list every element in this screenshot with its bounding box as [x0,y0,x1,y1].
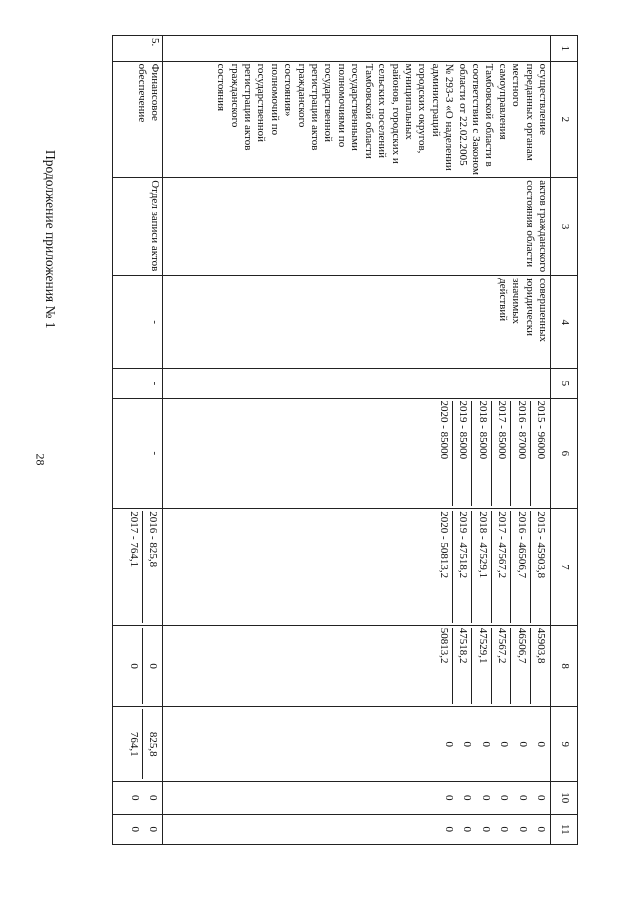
funding-value: 0 [516,741,529,747]
col-header: 2 [551,61,578,178]
col-header: 3 [551,178,578,276]
year-value: 2019 - 85000 [452,401,471,507]
page-number: 28 [33,453,48,466]
cell-col8 [163,625,551,707]
col-header: 6 [551,398,578,509]
funding-value: 764,1 [127,731,140,757]
cell-executor: актов гражданского состояния области [163,178,551,276]
funding-value: 45903,8 [530,628,549,705]
cell-col11 [163,814,551,844]
funding-value: 0 [479,795,492,801]
cell-number [163,36,551,62]
year-value: 2020 - 85000 [437,400,450,460]
table-row [163,36,551,845]
cell-col7 [113,509,163,626]
funding-value: 0 [498,741,511,747]
year-funding: 2016 - 46506,7 [510,511,529,623]
funding-value: 0 [461,741,474,747]
table-row [113,36,163,845]
year-funding: 2020 - 50813,2 [437,511,450,579]
funding-value: 0 [147,795,159,801]
rotated-table-container [112,35,578,845]
year-funding: 2015 - 45903,8 [530,511,549,623]
funding-value: 47518,2 [452,628,471,705]
cell-col10 [163,781,551,814]
year-value: 2015 - 96000 [530,401,549,507]
year-funding: 2019 - 47518,2 [452,511,471,623]
funding-value: 0 [535,741,547,747]
col-header: 7 [551,509,578,626]
funding-value: 47529,1 [471,628,490,705]
funding-value: 0 [147,826,159,833]
col-header: 8 [551,625,578,707]
cell-executor: Отдел записи актов [113,178,163,276]
col-header: 5 [551,369,578,398]
year-funding: 2016 - 825,8 [142,511,161,623]
cell-col10 [113,781,163,814]
funding-value: 0 [442,741,455,747]
cell-col9 [113,707,163,782]
funding-value: 825,8 [142,709,161,779]
cell-col7 [163,509,551,626]
cell-number: 5. [113,36,163,62]
cell-col11 [113,814,163,844]
cell-activity: осуществление переданных органам местного самоуправления Тамбовской области в соответствии с Законом области от 22.02.2005 № 293-З «О наделении администраций городских округов, муниципальных районов, городских и сельских поселений Тамбовской области государственными полномочиями по государственной регистрации актов гражданского состояния» полномочий по государственной регистрации актов гражданского состояния [163,61,551,178]
year-funding: 2017 - 764,1 [127,511,140,568]
funding-value: 0 [479,826,492,833]
cell-col6: - [113,398,163,509]
funding-value: 0 [442,826,455,833]
year-funding: 2018 - 47529,1 [471,511,490,623]
col-header: 4 [551,276,578,369]
year-value: 2016 - 87000 [510,401,529,507]
cell-col8 [113,625,163,707]
funding-value: 0 [498,826,511,833]
year-funding: 2017 - 47567,2 [491,511,510,623]
cell-col9 [163,707,551,782]
cell-indicator: - [113,276,163,369]
funding-value: 0 [516,795,529,801]
col-header: 9 [551,707,578,782]
funding-value: 0 [128,826,141,833]
funding-value: 50813,2 [437,627,450,664]
appendix-heading: Продолжение приложения № 1 [43,150,58,329]
funding-value: 0 [142,628,161,705]
appendix-table [112,35,578,845]
funding-value: 0 [535,795,547,801]
year-value: 2018 - 85000 [471,401,490,507]
funding-value: 0 [479,741,492,747]
funding-value: 0 [461,826,474,833]
col-header: 10 [551,781,578,814]
cell-col5: - [113,369,163,398]
cell-activity: Финансовое обеспечение [113,61,163,178]
funding-value: 0 [128,795,141,801]
cell-indicator: совершенных юридически значимых действий [163,276,551,369]
header-row [551,36,578,845]
funding-value: 0 [127,663,140,669]
cell-col6 [163,398,551,509]
funding-value: 0 [461,795,474,801]
year-value: 2017 - 85000 [491,401,510,507]
funding-value: 0 [442,795,455,801]
cell-col5 [163,369,551,398]
funding-value: 0 [516,826,529,833]
funding-value: 46506,7 [510,628,529,705]
col-header: 1 [551,36,578,62]
funding-value: 47567,2 [491,628,510,705]
col-header: 11 [551,814,578,844]
funding-value: 0 [498,795,511,801]
funding-value: 0 [535,826,547,833]
